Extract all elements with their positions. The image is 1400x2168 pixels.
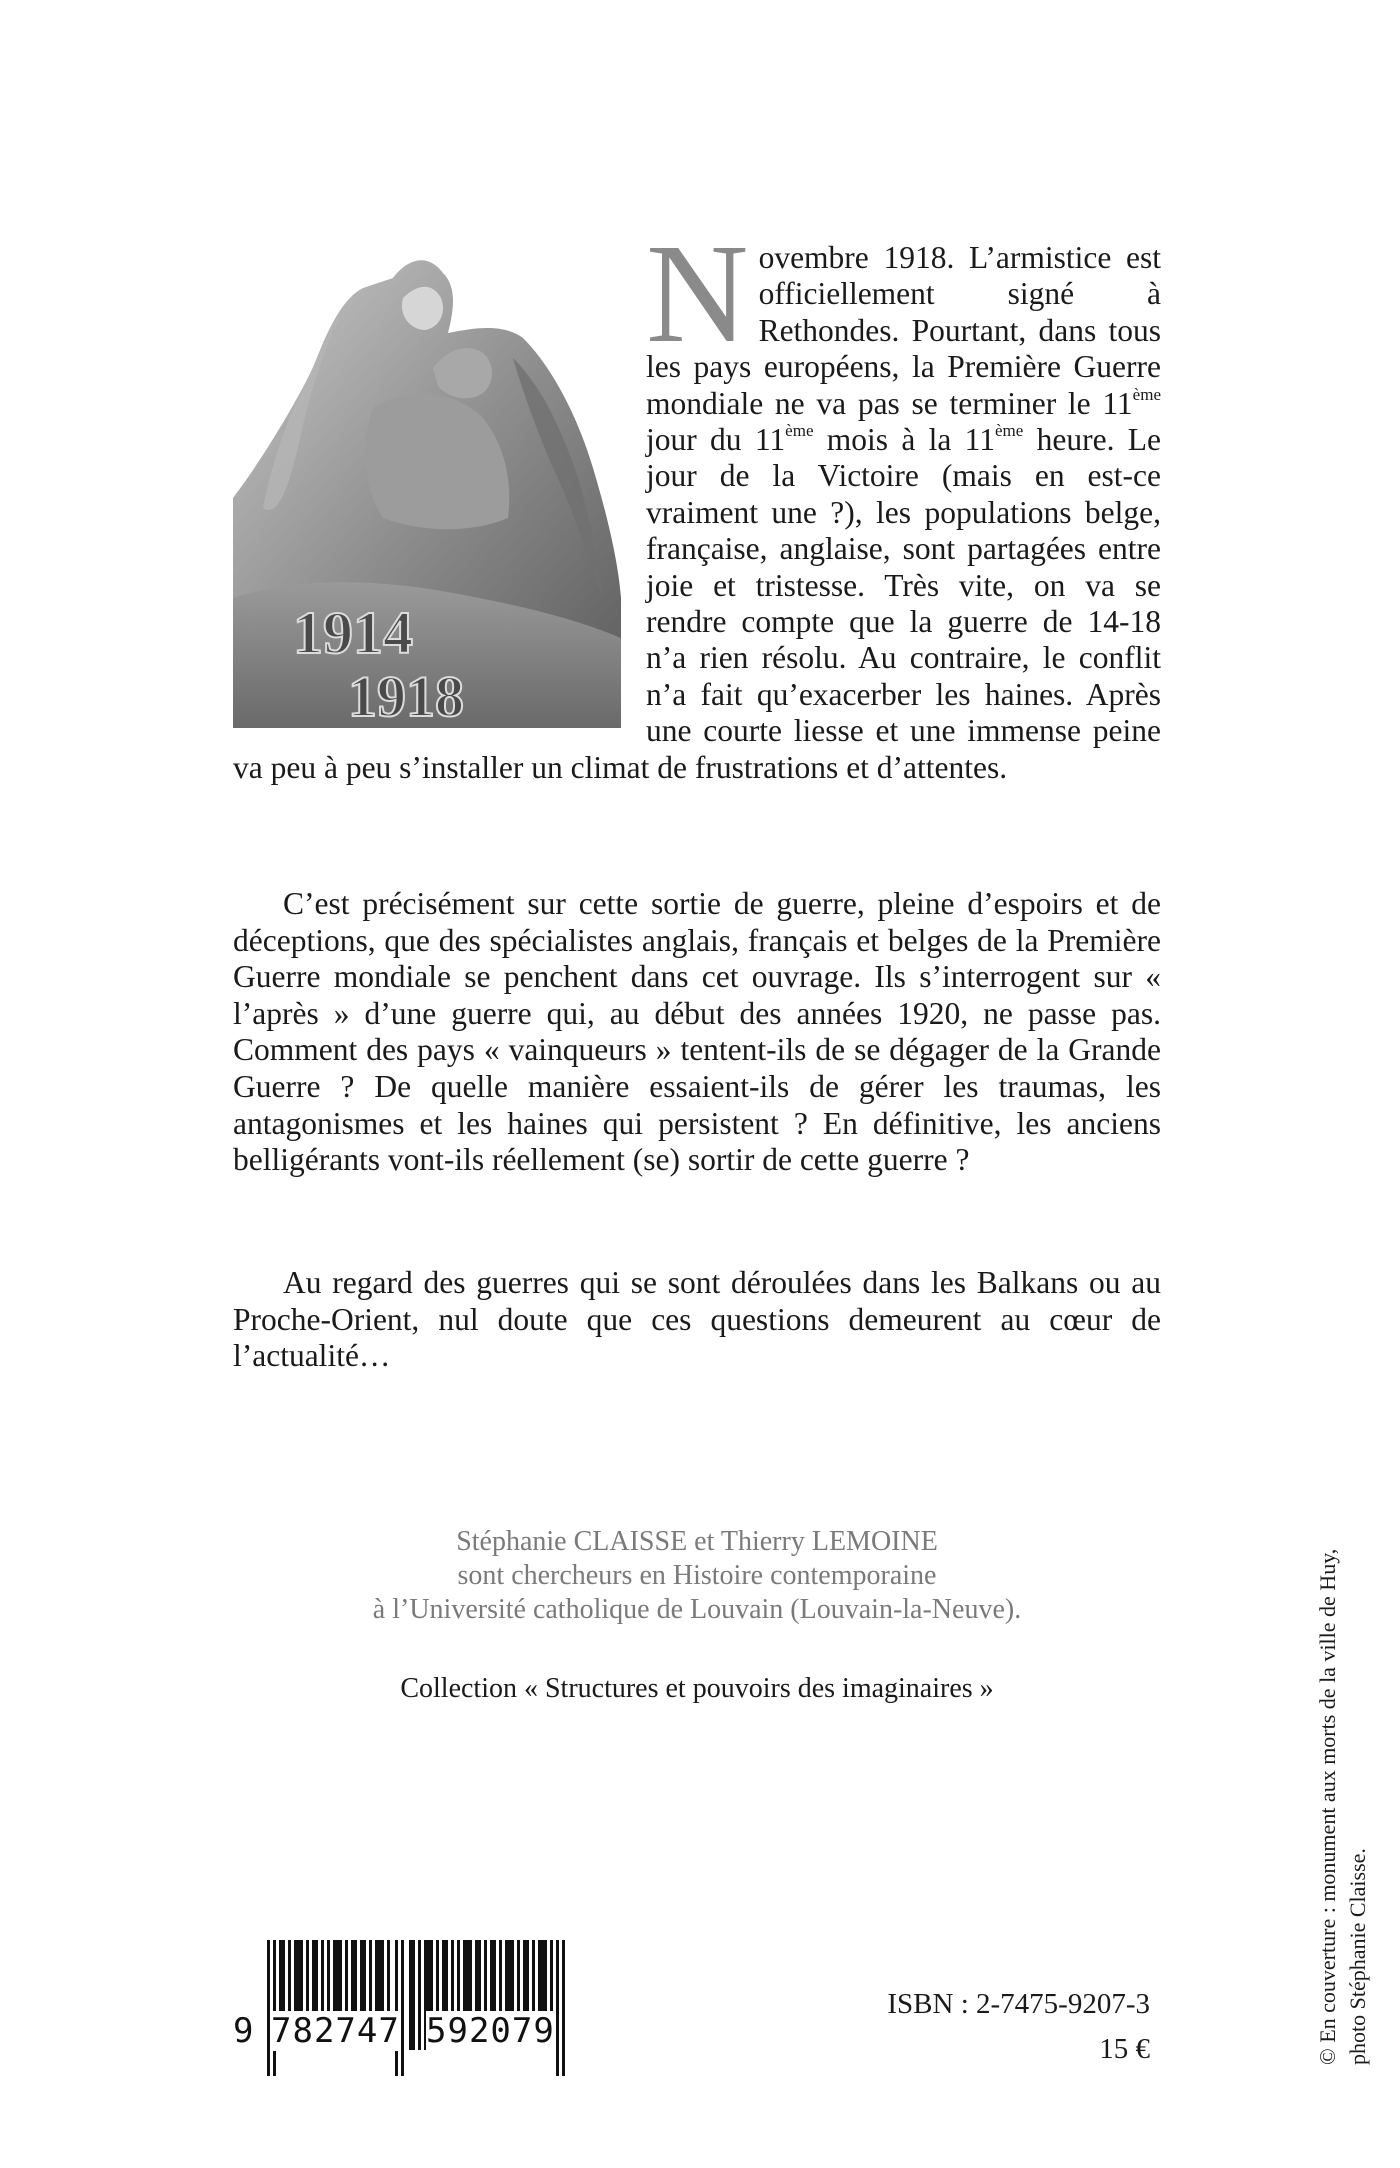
photo-credit	[1313, 1545, 1373, 2065]
authors-line-1: Stéphanie CLAISSE et Thierry LEMOINE	[456, 1526, 938, 1557]
price: 15 €	[1099, 2033, 1150, 2065]
superscript-2: ème	[785, 421, 814, 441]
authors-block	[233, 1525, 1161, 1627]
barcode-group-2: 592079	[426, 2011, 555, 2051]
authors-line-3: à l’Université catholique de Louvain (Louvain-la-Neuve).	[372, 1594, 1022, 1625]
carved-year-1918: 1918	[348, 664, 464, 728]
superscript-3: ème	[995, 421, 1024, 441]
barcode-digits	[233, 2011, 578, 2053]
isbn: ISBN : 2-7475-9207-3	[887, 1988, 1150, 2020]
paragraph-3: Au regard des guerres qui se sont déroulées dans les Balkans ou au Proche-Orient, nul doute que ces questions demeurent au cœur de l’actualité…	[233, 1265, 1161, 1374]
drop-cap: N	[646, 214, 749, 372]
intro-text-2: jour du 11	[646, 422, 786, 458]
photo-wrap-spacer	[233, 240, 646, 745]
credit-line-2: photo Stéphanie Claisse.	[1345, 1848, 1370, 2065]
intro-paragraph	[233, 214, 1161, 786]
intro-text-1: ovembre 1918. L’armistice est officiellement signé à Rethondes. Pourtant, dans tous les pays européens, la Première Guerre mondiale ne va pas se terminer le 11	[646, 240, 1161, 421]
carved-year-1914: 1914	[293, 600, 413, 666]
barcode-group-1: 782747	[271, 2011, 400, 2051]
collection-name: Collection « Structures et pouvoirs des imaginaires »	[400, 1673, 994, 1704]
paragraph-2: C’est précisément sur cette sortie de guerre, pleine d’espoirs et de déceptions, que des spécialistes anglais, français et belges de la Première Guerre mondiale se penchent dans cet ouvrage. Ils s’interrogent sur « l’après » d’une guerre qui, au début des années 1920, ne passe pas. Comment des pays « vainqueurs » tentent-ils de se dégager de la Grande Guerre ? De quelle manière essaient-ils de gérer les traumas, les antagonismes et les haines qui persistent ? En définitive, les anciens belligérants vont-ils réellement (se) sortir de cette guerre ?	[233, 886, 1161, 1178]
intro-text-3: mois à la 11	[813, 422, 996, 458]
barcode-first-digit: 9	[233, 2011, 257, 2051]
authors-line-2: sont chercheurs en Histoire contemporaine	[457, 1560, 937, 1591]
superscript-1: ème	[1132, 384, 1161, 404]
barcode	[233, 1940, 578, 2076]
credit-line-1: © En couverture : monument aux morts de la ville de Huy,	[1315, 1548, 1340, 2065]
intro-text-4: heure. Le jour de la Victoire (mais en est-ce vraiment une ?), les populations belge, française, anglaise, sont partagées entre joie et tristesse. Très vite, on va se rendre compte que la guerre de 14-18 n’a rien résolu. Au contraire, le conflit n’a fait qu’exacerber les haines. Après une courte liesse et une immense peine va peu à peu s’installer un climat de frustrations et d’attentes.	[233, 422, 1161, 785]
